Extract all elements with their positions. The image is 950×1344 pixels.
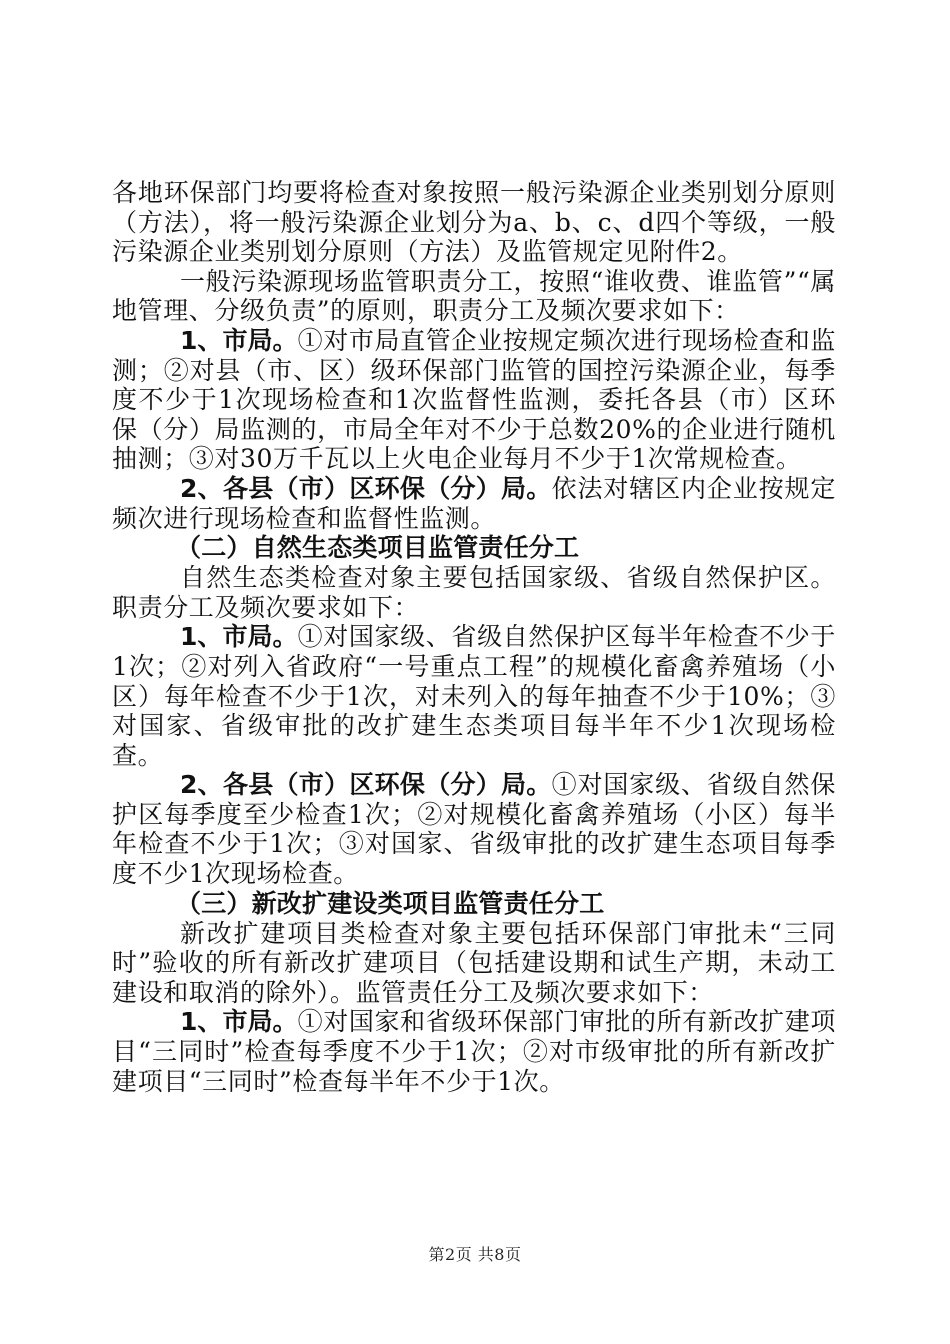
paragraph-10	[112, 919, 836, 1008]
paragraph-lead: 2、各县（市）区环保（分）局。	[180, 473, 552, 503]
paragraph-4	[112, 474, 836, 533]
paragraph-lead: 1、市局。	[180, 1007, 298, 1037]
paragraph-text: ①对国家和省级环保部门审批的所有新改扩建项目“三同时”检查每季度不少于1次；②对市级审批的所有新改扩建项目“三同时”检查每半年不少于1次。	[112, 1007, 836, 1096]
paragraph-text: ①对市局直管企业按规定频次进行现场检查和监测；②对县（市、区）级环保部门监管的国控污染源企业，每季度不少于1次现场检查和1次监督性监测，委托各县（市）区环保（分）局监测的，市局全年对不少于总数20%的企业进行随机抽测；③对30万千瓦以上火电企业每月不少于1次常规检查。	[112, 325, 836, 474]
paragraph-1	[112, 178, 836, 267]
paragraph-text: ①对国家级、省级自然保护区每半年检查不少于1次；②对列入省政府“一号重点工程”的规模化畜禽养殖场（小区）每年检查不少于1次，对未列入的每年抽查不少于10%；③对国家、省级审批的改扩建生态类项目每半年不少1次现场检查。	[112, 622, 836, 770]
paragraph-lead: 1、市局。	[180, 325, 298, 355]
paragraph-lead: 1、市局。	[180, 622, 298, 652]
paragraph-7	[112, 622, 836, 770]
paragraph-text: 一般污染源现场监管职责分工，按照“谁收费、谁监管”“属地管理、分级负责”的原则，职责分工及频次要求如下：	[112, 266, 836, 326]
page-footer: 第2页 共8页	[428, 1245, 522, 1264]
paragraph-6	[112, 563, 836, 622]
paragraph-8	[112, 770, 836, 888]
paragraph-11	[112, 1007, 836, 1096]
document-body	[112, 178, 836, 1096]
section-heading-3: （三）新改扩建设类项目监管责任分工	[176, 888, 605, 918]
paragraph-text: ①对国家级、省级自然保护区每季度至少检查1次；②对规模化畜禽养殖场（小区）每半年检查不少于1次；③对国家、省级审批的改扩建生态项目每季度不少1次现场检查。	[112, 770, 836, 889]
paragraph-text: 新改扩建项目类检查对象主要包括环保部门审批未“三同时”验收的所有新改扩建项目（包括建设期和试生产期，未动工建设和取消的除外）。监管责任分工及频次要求如下：	[112, 918, 836, 1007]
paragraph-text: 各地环保部门均要将检查对象按照一般污染源企业类别划分原则（方法），将一般污染源企业划分为a、b、c、d四个等级，一般污染源企业类别划分原则（方法）及监管规定见附件2。	[112, 178, 836, 267]
section-heading-2: （二）自然生态类项目监管责任分工	[176, 533, 580, 563]
paragraph-text: 依法对辖区内企业按规定频次进行现场检查和监督性监测。	[112, 473, 836, 533]
paragraph-2	[112, 267, 836, 326]
paragraph-3	[112, 326, 836, 474]
paragraph-lead: 2、各县（市）区环保（分）局。	[180, 770, 552, 800]
paragraph-text: 自然生态类检查对象主要包括国家级、省级自然保护区。职责分工及频次要求如下：	[112, 563, 836, 622]
